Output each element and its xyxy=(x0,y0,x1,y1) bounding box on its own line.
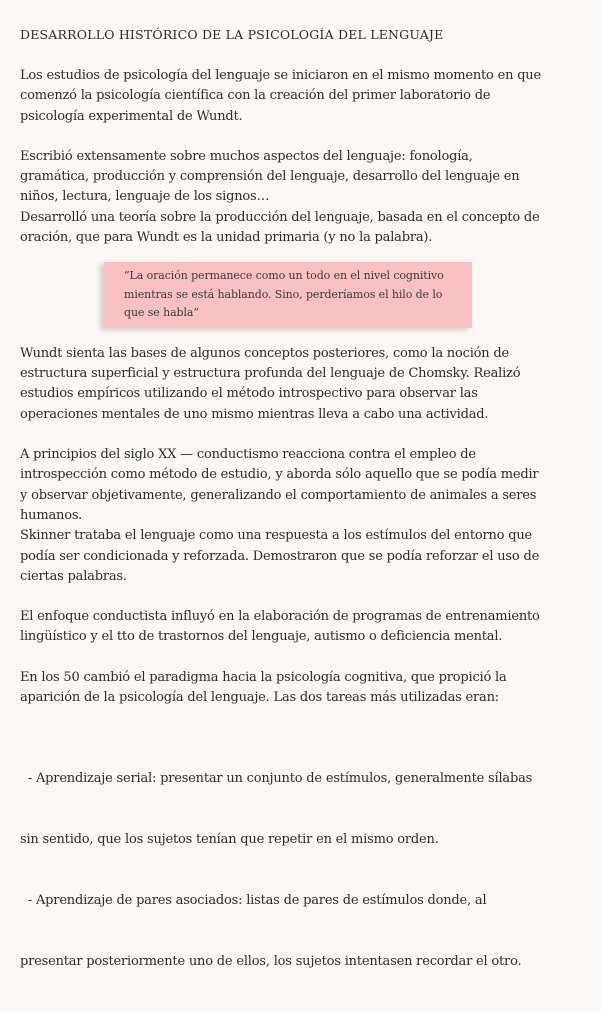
text-line: oración, que para Wundt es la unidad primaria (y no la palabra). xyxy=(20,230,433,246)
text-line: En los 50 cambió el paradigma hacia la psicología cognitiva, que propició la xyxy=(20,669,507,685)
text-line: sin sentido, que los sujetos tenían que repetir en el mismo orden. xyxy=(20,831,439,847)
text-line: gramática, producción y comprensión del lenguaje, desarrollo del lenguaje en xyxy=(20,169,520,185)
quote-line: mientras se está hablando. Sino, perderíamos el hilo de lo xyxy=(124,287,443,301)
paragraph-conductismo xyxy=(20,445,581,587)
paragraph-tareas xyxy=(20,728,581,1012)
quote-block xyxy=(104,262,472,328)
text-line: presentar posteriormente uno de ellos, los sujetos intentasen recordar el otro. xyxy=(20,953,522,969)
text-line: Escribió extensamente sobre muchos aspectos del lenguaje: fonología, xyxy=(20,148,473,164)
text-line: comenzó la psicología científica con la creación del primer laboratorio de xyxy=(20,88,491,104)
list-item: - Aprendizaje de pares asociados: listas de pares de estímulos donde, al xyxy=(20,892,487,908)
quote-line: “La oración permanece como un todo en el nivel cognitivo xyxy=(124,269,444,283)
text-line: introspección como método de estudio, y aborda sólo aquello que se podía medir xyxy=(20,467,539,483)
text-line: Los estudios de psicología del lenguaje se iniciaron en el mismo momento en que xyxy=(20,68,541,83)
paragraph-cognitiva xyxy=(20,668,581,709)
text-line: lingüístico y el tto de trastornos del lenguaje, autismo o deficiencia mental. xyxy=(20,629,503,645)
highlighted-quote xyxy=(104,262,472,328)
text-line: niños, lectura, lenguaje de los signos… xyxy=(20,189,270,205)
text-line: Skinner trataba el lenguaje como una respuesta a los estímulos del entorno que xyxy=(20,528,533,544)
text-line: ciertas palabras. xyxy=(20,568,127,584)
text-line: estructura superficial y estructura profunda del lenguaje de Chomsky. Realizó xyxy=(20,366,521,382)
text-line: aparición de la psicología del lenguaje. Las dos tareas más utilizadas eran: xyxy=(20,690,499,706)
paragraph-enfoque xyxy=(20,607,581,648)
text-line: Wundt sienta las bases de algunos conceptos posteriores, como la noción de xyxy=(20,345,509,361)
text-line: operaciones mentales de uno mismo mientras lleva a cabo una actividad. xyxy=(20,406,489,422)
page-title: DESARROLLO HISTÓRICO DE LA PSICOLOGÍA DEL LENGUAJE xyxy=(20,27,444,42)
text-line: psicología experimental de Wundt. xyxy=(20,108,243,124)
text-line: A principios del siglo XX — conductismo reacciona contra el empleo de xyxy=(20,447,476,463)
text-line: El enfoque conductista influyó en la elaboración de programas de entrenamiento xyxy=(20,609,540,625)
text-line: Desarrolló una teoría sobre la producción del lenguaje, basada en el concepto de xyxy=(20,209,540,225)
text-line: y observar objetivamente, generalizando el comportamiento de animales a seres xyxy=(20,487,537,503)
text-line: estudios empíricos utilizando el método introspectivo para observar las xyxy=(20,386,478,402)
quote-line: que se habla” xyxy=(124,306,199,320)
paragraph-chomsky xyxy=(20,344,581,425)
paragraph-intro xyxy=(20,66,581,127)
text-line: humanos. xyxy=(20,507,83,523)
paragraph-wundt xyxy=(20,147,581,248)
list-item: - Aprendizaje serial: presentar un conjunto de estímulos, generalmente sílabas xyxy=(20,770,533,786)
text-line: podía ser condicionada y reforzada. Demostraron que se podía reforzar el uso de xyxy=(20,548,540,564)
